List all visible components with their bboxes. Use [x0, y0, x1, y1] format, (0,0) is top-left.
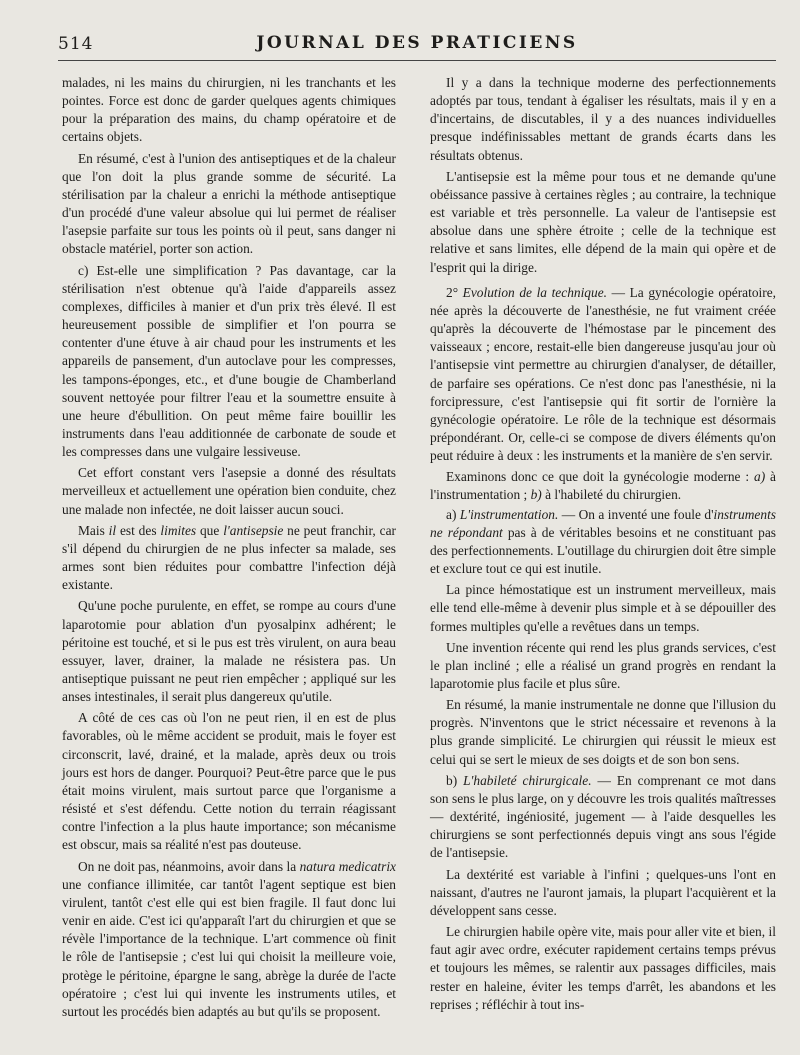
left-column — [62, 74, 396, 1024]
left-paragraph-6: Qu'une poche purulente, en effet, se rompe au cours d'une laparotomie pour ablation d'un pyosalpinx adhérent; le péritoine est touché, et si le pus est très virulent, on aura beau essuyer, laver, drainer, la malade ne résistera pas. Un antiseptique puissant ne peut rien empêcher ; appliqué sur les anses intestinales, il serait plus dangereux qu'utile. — [62, 598, 396, 705]
text-run: — On a inventé une foule d' — [558, 506, 714, 522]
left-paragraph-4: Cet effort constant vers l'asepsie a donné des résultats merveilleux et actuellement une opération bien conduite, chez une malade non infectée, ne doit laisser aucun souci. — [62, 465, 396, 517]
left-paragraph-7: A côté de ces cas où l'on ne peut rien, il en est de plus favorables, où le même accident se produit, mais le foyer est circonscrit, lavé, drainé, et la malade, après deux ou trois jours est hors de danger. Pourquoi? Peut-être parce que le pus était moins virulent, mais surtout parce que l'organisme a résisté et s'est défendu. Cette notion du terrain réagissant contre l'infection a la plus haute importance; son mécanisme est obscur, mais sa réalité n'est pas douteuse. — [62, 710, 396, 853]
left-paragraph-1: malades, ni les mains du chirurgien, ni les tranchants et les pointes. Force est donc de garder quelques agents chimiques pour la préparation des mains, du champ opératoire et de certains objets. — [62, 75, 396, 145]
left-paragraph-3: c) Est-elle une simplification ? Pas davantage, car la stérilisation n'est obtenue qu'à l'aide d'appareils assez complexes, difficiles à manier et d'un prix très élevé. Il est heureusement possible de simplifier et l'on pourra se contenter d'une étuve à air chaud pour les instruments et les appareils de pansement, d'un autoclave pour les compresses, les tampons-éponges, etc., et d'une bougie de Chamberland souvent nettoyée pour filtrer l'eau et la soumettre ensuite à une heure d'ébullition. On peut même faire bouillir les instruments dans l'eau additionnée de carbonate de soude et les compresses dans une vulgaire lessiveuse. — [62, 262, 396, 460]
right-paragraph-1: Il y a dans la technique moderne des perfectionnements adoptés par tous, tendant à égaliser les résultats, mais il y en a d'incertains, de discutables, il y a des nuances individuelles presque indéfinissables mettant de grands écarts dans les résultats obtenus. — [430, 75, 776, 163]
italic-run: limites — [160, 522, 197, 538]
page-number: 514 — [58, 34, 94, 54]
text-run: On ne doit pas, néanmoins, avoir dans la — [78, 858, 300, 874]
text-run: pas à de véritables besoins et ne constituant pas des perfectionnements. L'outillage du chirurgien doit être simple et exclure tout ce qui est inutile. — [430, 524, 776, 577]
italic-run: a) — [754, 469, 766, 485]
italic-run: L'habileté chirurgicale. — [463, 772, 592, 788]
italic-run: L'instrumentation. — [459, 506, 559, 522]
text-run: — En comprenant ce mot dans son sens le plus large, on y découvre les trois qualités maîtresses — dextérité, ingéniosité, jugement — à l'aide desquelles les chirurgiens se sont perfectionnés depuis vingt ans sous l'égide de l'antisepsie. — [430, 772, 776, 861]
left-paragraph-5 — [62, 522, 396, 595]
text-run: 2° — [446, 284, 463, 300]
text-run: est des — [116, 522, 161, 538]
left-paragraph-8 — [62, 858, 396, 1021]
right-paragraph-5 — [430, 506, 776, 579]
right-paragraph-9 — [430, 772, 776, 863]
italic-run: natura medicatrix — [299, 858, 397, 874]
right-paragraph-3 — [430, 284, 776, 466]
text-run: que — [196, 522, 224, 538]
left-paragraph-2: En résumé, c'est à l'union des antiseptiques et de la chaleur que l'on doit la plus grande somme de sécurité. La stérilisation par la chaleur a enrichi la méthode antiseptique d'un procédé d'une valeur absolue qui lui permet de réaliser l'asepsie parfaite sur tous les points où il peut, sans danger ni obstacle matériel, porter son action. — [62, 150, 396, 257]
right-paragraph-8: En résumé, la manie instrumentale ne donne que l'illusion du progrès. N'inventons que le strict nécessaire et revenons à la plus grande simplicité. Le chirurgien qui réussit le mieux est celui qui se sert le mieux de ses doigts et de son bon sens. — [430, 697, 776, 767]
italic-run: instruments ne répondant — [430, 506, 776, 540]
right-paragraph-7: Une invention récente qui rend les plus grands services, c'est le plan incliné ; elle a réalisé un grand progrès en rendant la laparotomie plus facile et plus sûre. — [430, 639, 776, 691]
text-run: à l'instrumentation ; — [430, 469, 776, 503]
right-paragraph-11: Le chirurgien habile opère vite, mais pour aller vite et bien, il faut agir avec ordre, exécuter rapidement certains temps prévus et toujours les mêmes, se ralentir aux passages difficiles, mais rester en haleine, éviter les temps d'arrêt, les abandons et les reprises ; réfléchir à tout ins- — [430, 924, 776, 1012]
text-run: une confiance illimitée, car tantôt l'agent septique est bien virulent, tantôt c'est elle qui est bien fragile. Il faut donc lui venir en aide. C'est ici qu'apparaît l'art du chirurgien et que se révèle l'importance de la technique. L'art commence où finit le rôle de l'antisepsie ; c'est lui qui choisit la meilleure voie, protège le péritoine, épargne le sang, abrège la durée de l'acte opératoire ; c'est lui qui invente les instruments utiles, et surtout les procédés bien adaptés au but qu'ils se proposent. — [62, 876, 396, 1019]
italic-run: Evolution de la technique. — [462, 284, 607, 300]
text-run: Mais — [78, 522, 109, 538]
text-run: à l'habileté du chirurgien. — [541, 487, 682, 503]
italic-run: l'antisepsie — [223, 522, 284, 538]
text-run: Examinons donc ce que doit la gynécologie moderne : — [446, 469, 750, 485]
text-run: — La gynécologie opératoire, née après la découverte de l'anesthésie, ne fut vraiment créée qu'après la découverte de l'hémostase par le pincement des vaisseaux ; encore, restait-elle bien dangereuse jusqu'au jour où l'antisepsie vint permettre au chirurgien d'analyser, de détailler, de parfaire ses opérations. Ce n'est donc pas l'anesthésie, ni la forcipressure, c'est l'antisepsie qui fit sortir de l'ornière la gynécologie opératoire. Le rôle de la technique est désormais prépondérant. Or, celle-ci se compose de divers éléments qu'on peut réduire à deux : les instruments et la manière de s'en servir. — [430, 284, 776, 464]
right-paragraph-2: L'antisepsie est la même pour tous et ne demande qu'une obéissance passive à certaines règles ; au contraire, la technique est variable et très personnelle. La valeur de l'antisepsie est absolue dans une sphère étroite ; celle de la technique est relative et sans limites, elle dépend de la main qui opère et de l'esprit qui la dirige. — [430, 168, 776, 275]
text-run: a) — [446, 506, 460, 522]
right-paragraph-4 — [430, 468, 776, 504]
right-paragraph-6: La pince hémostatique est un instrument merveilleux, mais elle tend elle-même à devenir plus simple et à se dépouiller des formes multiples qu'elle a revêtues dans un temps. — [430, 582, 776, 634]
right-paragraph-10: La dextérité est variable à l'infini ; quelques-uns l'ont en naissant, d'autres ne l'auront jamais, la plupart l'acquièrent et la développent sans cesse. — [430, 866, 776, 918]
italic-run: b) — [530, 487, 542, 503]
text-run: ne peut franchir, car s'il dépend du chirurgien de ne plus infecter sa malade, ses armes sont bien réduites pour combattre l'infection déjà existante. — [62, 522, 396, 593]
right-column — [430, 74, 776, 1017]
running-header — [58, 30, 776, 61]
text-run: b) — [446, 772, 464, 788]
journal-title: JOURNAL DES PRATICIENS — [256, 33, 578, 53]
italic-run: il — [108, 522, 117, 538]
